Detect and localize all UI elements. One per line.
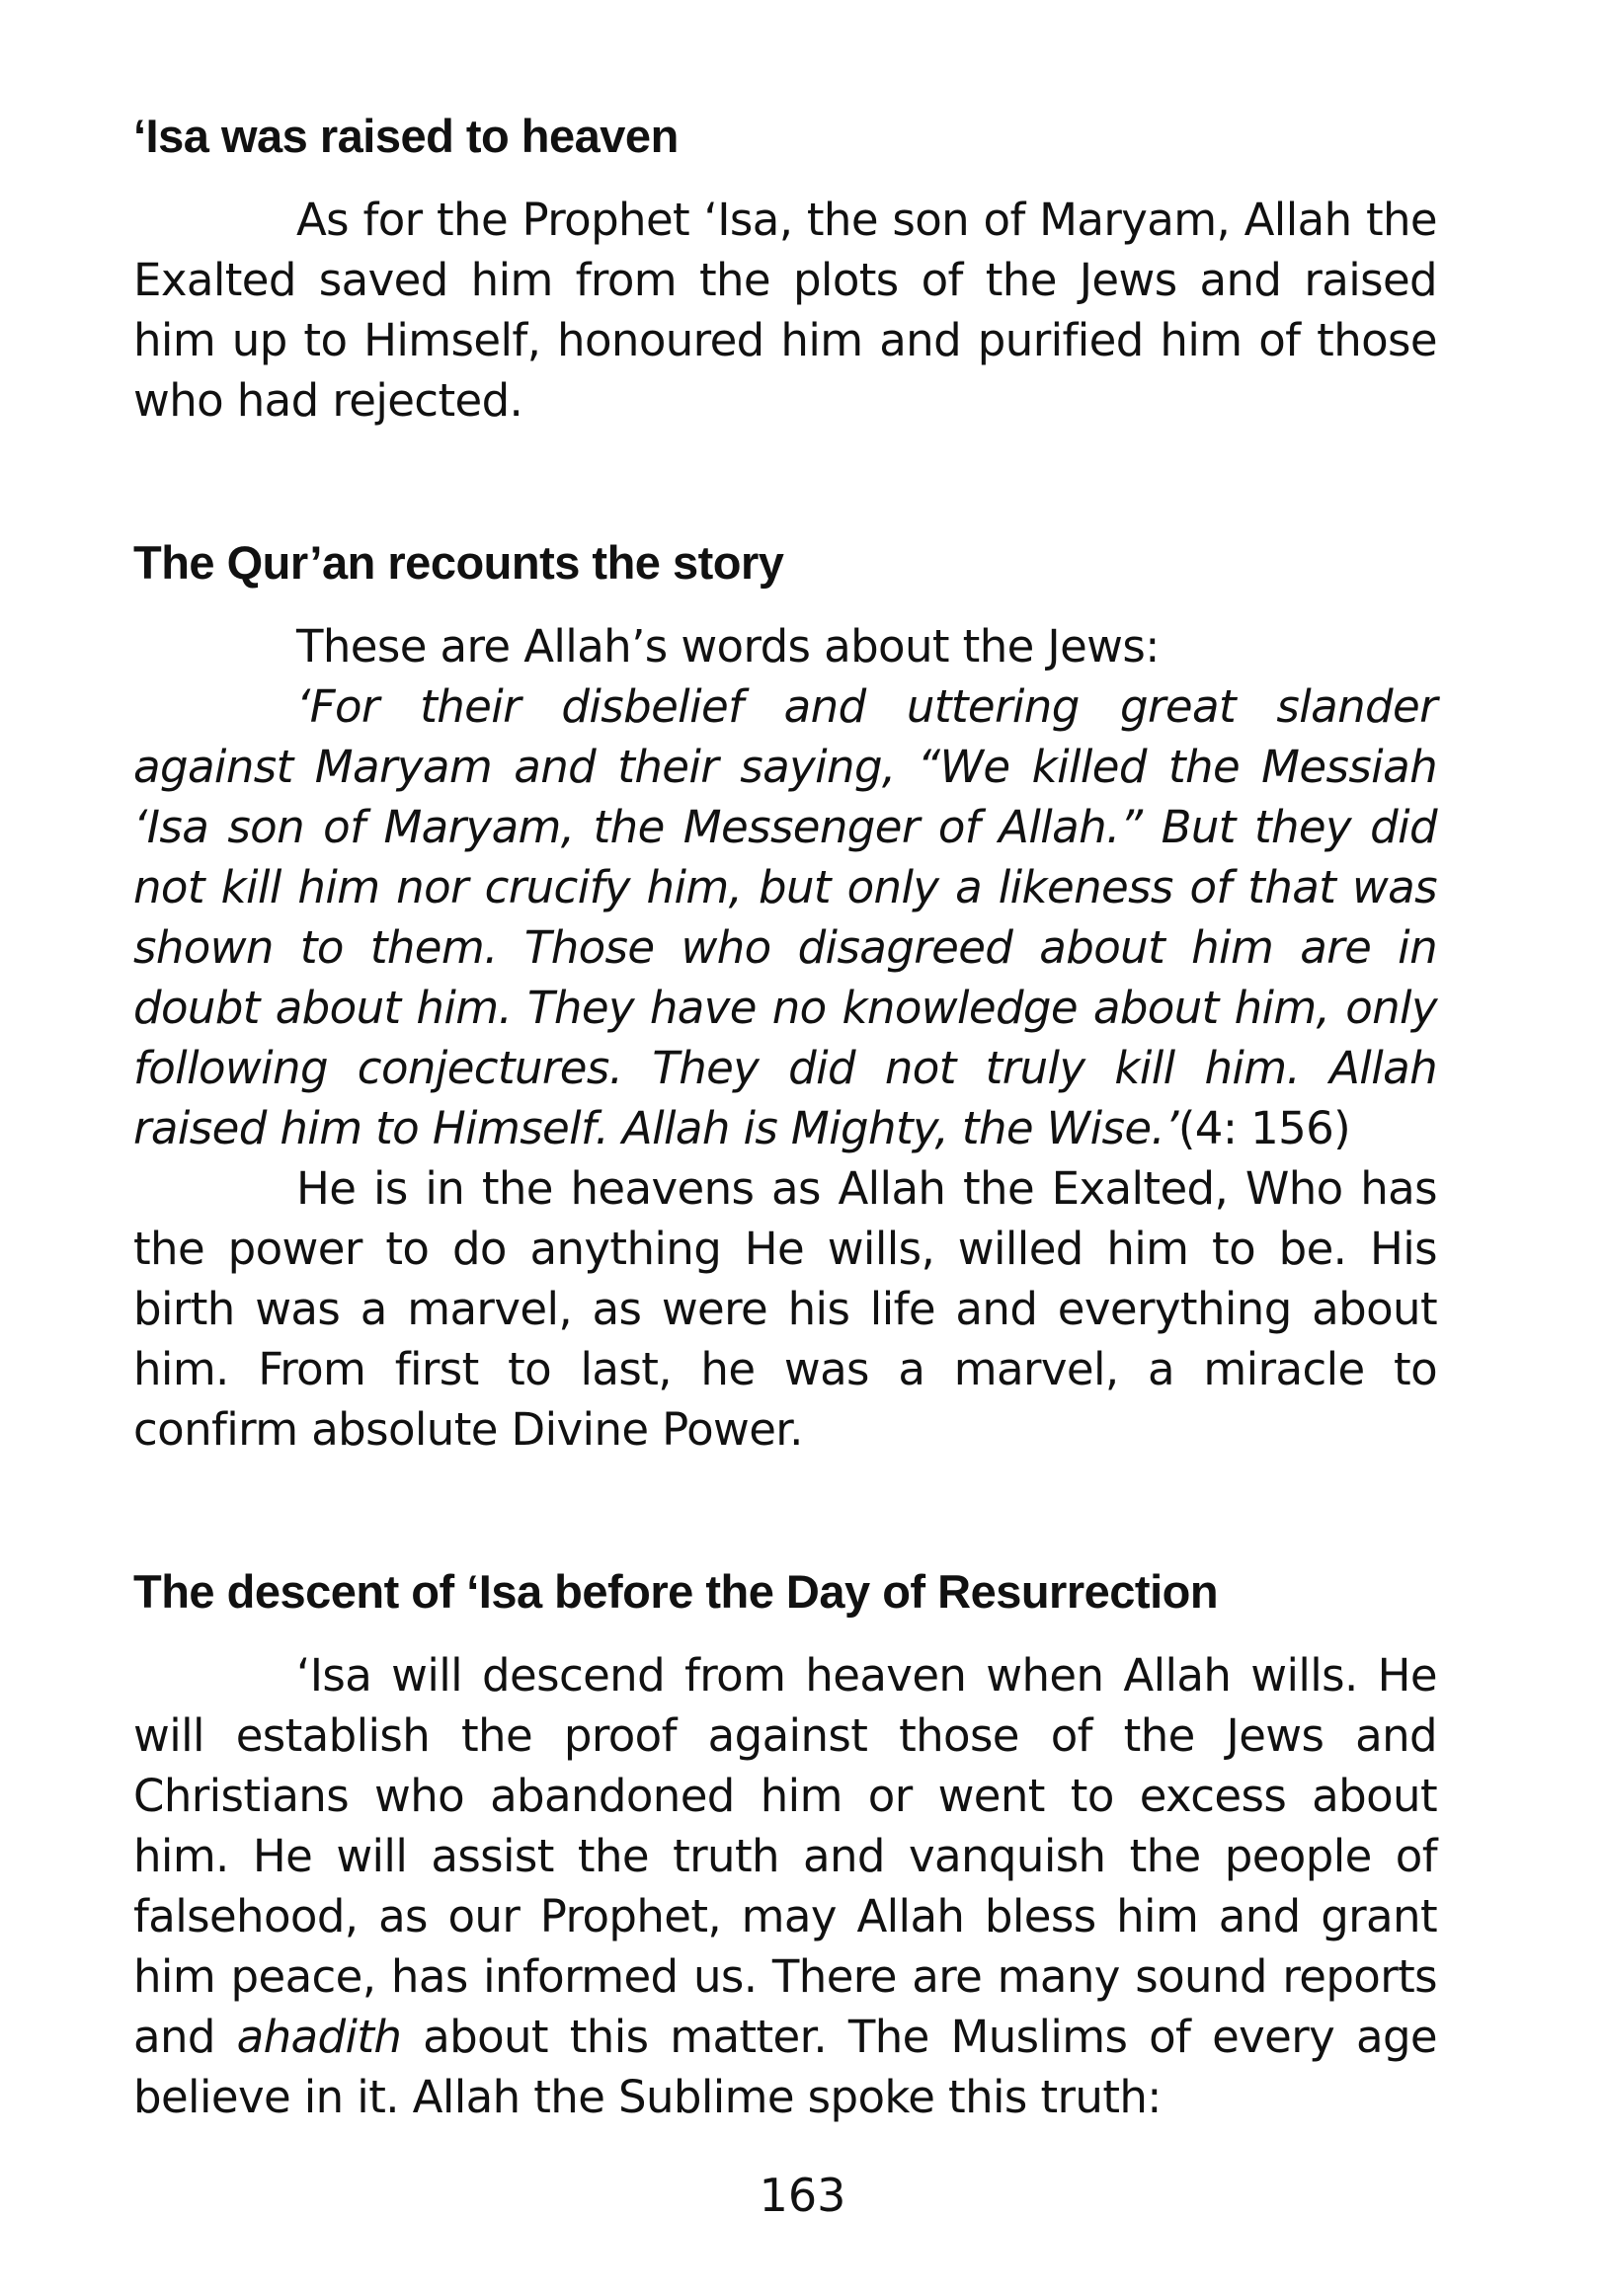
paragraph-descent-italic-term: ahadith xyxy=(236,2011,402,2063)
section-heading-descent: The descent of ‘Isa before the Day of Resurrection xyxy=(133,1565,1219,1618)
section-heading-quran-recounts: The Qur’an recounts the story xyxy=(133,536,784,589)
paragraph-descent-text-2: about this matter. The Muslims of every age believe in it. Allah the Sublime spoke this truth: xyxy=(133,2011,1437,2123)
quran-verse-reference: (4: 156) xyxy=(1177,1102,1351,1154)
paragraph-quran-intro: These are Allah’s words about the Jews: xyxy=(296,620,1160,673)
paragraph-heavens: He is in the heavens as Allah the Exalted, Who has the power to do anything He wills, willed him to be. His birth was a marvel, as were his life and everything about him. From first to last, he was a marvel, a miracle to confirm absolute Divine Power. xyxy=(133,1162,1437,1456)
section-heading-raised-to-heaven: ‘Isa was raised to heaven xyxy=(133,110,679,162)
paragraph-descent-text-1: ‘Isa will descend from heaven when Allah wills. He will establish the proof against those of the Jews and Christians who abandoned him or went to excess about him. He will assist the truth and vanquish the people of falsehood, as our Prophet, may Allah bless him and grant him peace, has informed us. There are many sound reports and xyxy=(133,1649,1437,2063)
quran-quote-text: ‘For their disbelief and uttering great slander against Maryam and their saying, “We killed the Messiah ‘Isa son of Maryam, the Messenger of Allah.” But they did not kill him nor crucify him, but only a likeness of that was shown to them. Those who disagreed about him are in doubt about him. They have no knowledge about him, only following conjectures. They did not truly kill him. Allah raised him to Himself. Allah is Mighty, the Wise.’ xyxy=(133,680,1437,1154)
paragraph-descent xyxy=(133,1645,1437,2127)
quran-quote-block xyxy=(133,676,1437,1158)
page-body xyxy=(133,109,1437,2127)
page-number: 163 xyxy=(759,2169,846,2222)
paragraph-raised-to-heaven: As for the Prophet ‘Isa, the son of Maryam, Allah the Exalted saved him from the plots of the Jews and raised him up to Himself, honoured him and purified him of those who had rejected. xyxy=(133,194,1437,427)
